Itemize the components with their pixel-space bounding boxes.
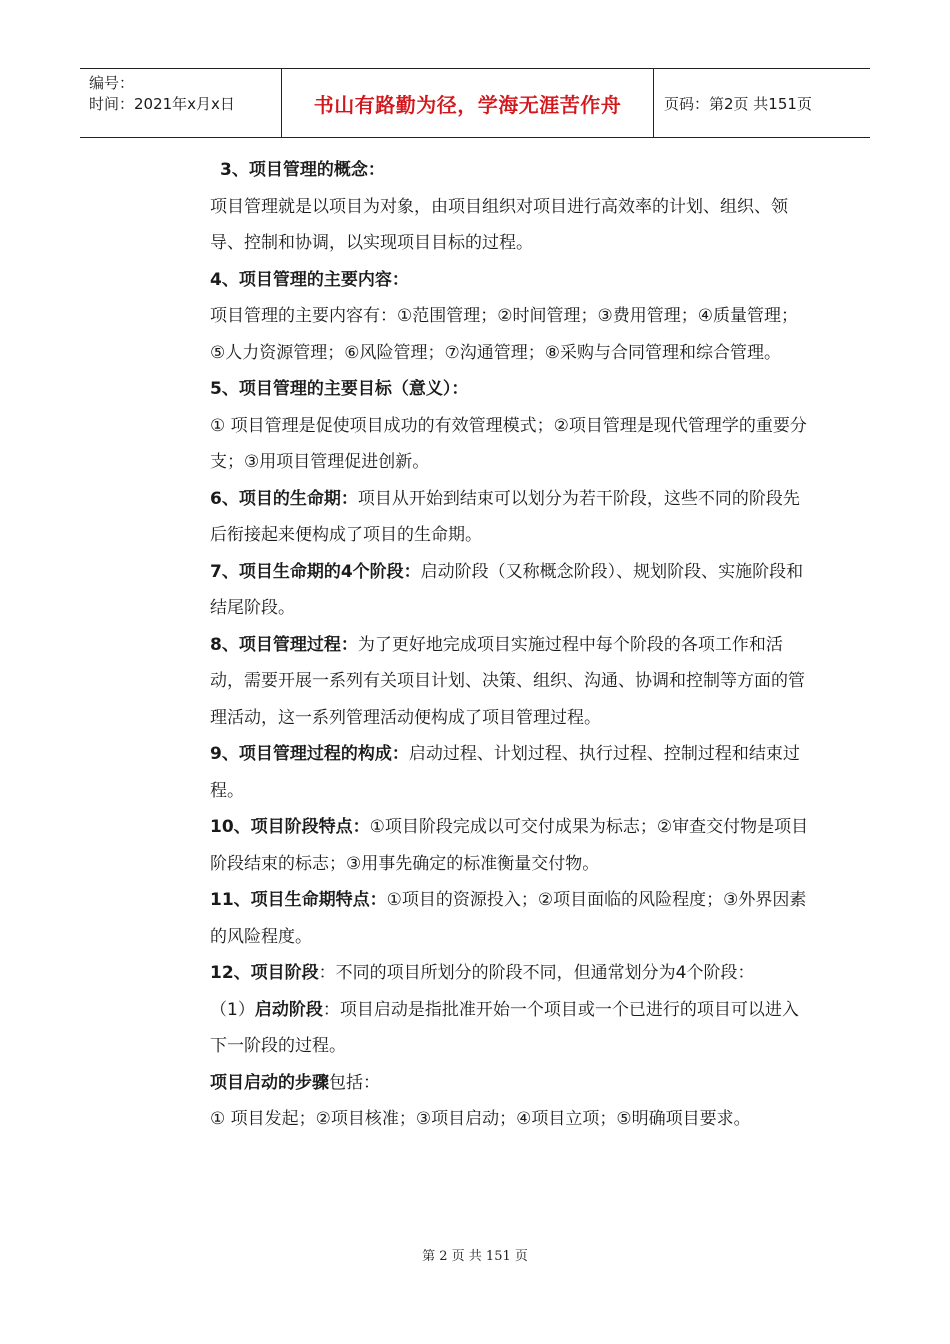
section-11-title: 11、项目生命期特点：: [210, 890, 387, 910]
section-12-1-prefix: （1）: [210, 999, 255, 1020]
section-3-title: 3、项目管理的概念：: [220, 160, 385, 180]
time-label: 时间：2021年x月x日: [89, 95, 235, 113]
section-12-1-body: ：项目启动是指批准开始一个项目或一个已进行的项目可以进入下一阶段的过程。: [210, 999, 799, 1056]
section-10: [210, 809, 810, 882]
section-4-body: 项目管理的主要内容有：①范围管理；②时间管理；③费用管理；④质量管理；⑤人力资源管理；⑥风险管理；⑦沟通管理；⑧采购与合同管理和综合管理。: [210, 306, 798, 363]
section-4-title: 4、项目管理的主要内容：: [210, 269, 409, 290]
page-header: [80, 68, 870, 138]
section-9-body: 启动过程、计划过程、执行过程、控制过程和结束过程。: [210, 744, 800, 801]
section-9: [210, 736, 810, 809]
section-9-title: 9、项目管理过程的构成：: [210, 744, 409, 764]
startup-steps-suffix: 包括：: [329, 1072, 380, 1093]
section-12: [210, 955, 810, 992]
section-6: [210, 481, 810, 554]
section-11: [210, 882, 810, 955]
section-3-body: 项目管理就是以项目为对象，由项目组织对项目进行高效率的计划、组织、领导、控制和协调，以实现项目目标的过程。: [210, 196, 788, 253]
section-6-title: 6、项目的生命期：: [210, 488, 358, 509]
section-12-1-title: 启动阶段: [254, 999, 323, 1020]
startup-steps-heading: [210, 1065, 810, 1102]
section-12-title: 12、项目阶段: [210, 963, 319, 983]
section-10-body: ①项目阶段完成以可交付成果为标志；②审查交付物是项目阶段结束的标志；③用事先确定的标准衡量交付物。: [210, 817, 809, 874]
startup-steps-body: ① 项目发起；②项目核准；③项目启动；④项目立项；⑤明确项目要求。: [210, 1109, 751, 1129]
header-motto: 书山有路勤为径，学海无涯苦作舟: [282, 69, 654, 137]
number-label: 编号：: [89, 74, 135, 92]
section-8-title: 8、项目管理过程：: [210, 634, 358, 655]
page-footer: 第 2 页 共 151 页: [422, 1249, 528, 1264]
section-6-body: 项目从开始到结束可以划分为若干阶段，这些不同的阶段先后衔接起来便构成了项目的生命期。: [210, 488, 800, 545]
section-7-title: 7、项目生命期的4个阶段：: [210, 561, 421, 582]
document-body: [210, 152, 810, 1138]
startup-steps-title: 项目启动的步骤: [210, 1072, 329, 1093]
section-7-body: 启动阶段（又称概念阶段）、规划阶段、实施阶段和结尾阶段。: [210, 561, 804, 618]
section-11-body: ①项目的资源投入；②项目面临的风险程度；③外界因素的风险程度。: [210, 890, 807, 947]
section-8-body: 为了更好地完成项目实施过程中每个阶段的各项工作和活动，需要开展一系列有关项目计划、决策、组织、沟通、协调和控制等方面的管理活动，这一系列管理活动便构成了项目管理过程。: [210, 634, 805, 728]
section-5-title: 5、项目管理的主要目标（意义）：: [210, 379, 469, 399]
section-5-body: ① 项目管理是促使项目成功的有效管理模式；②项目管理是现代管理学的重要分支；③用项目管理促进创新。: [210, 415, 807, 472]
section-7: [210, 554, 810, 627]
section-12-body: ：不同的项目所划分的阶段不同，但通常划分为4个阶段：: [318, 963, 755, 983]
header-meta: [80, 69, 282, 137]
header-page-info: 页码：第2页 共151页: [664, 94, 812, 113]
section-10-title: 10、项目阶段特点：: [210, 817, 370, 837]
section-12-1: [210, 992, 810, 1065]
section-8: [210, 627, 810, 737]
